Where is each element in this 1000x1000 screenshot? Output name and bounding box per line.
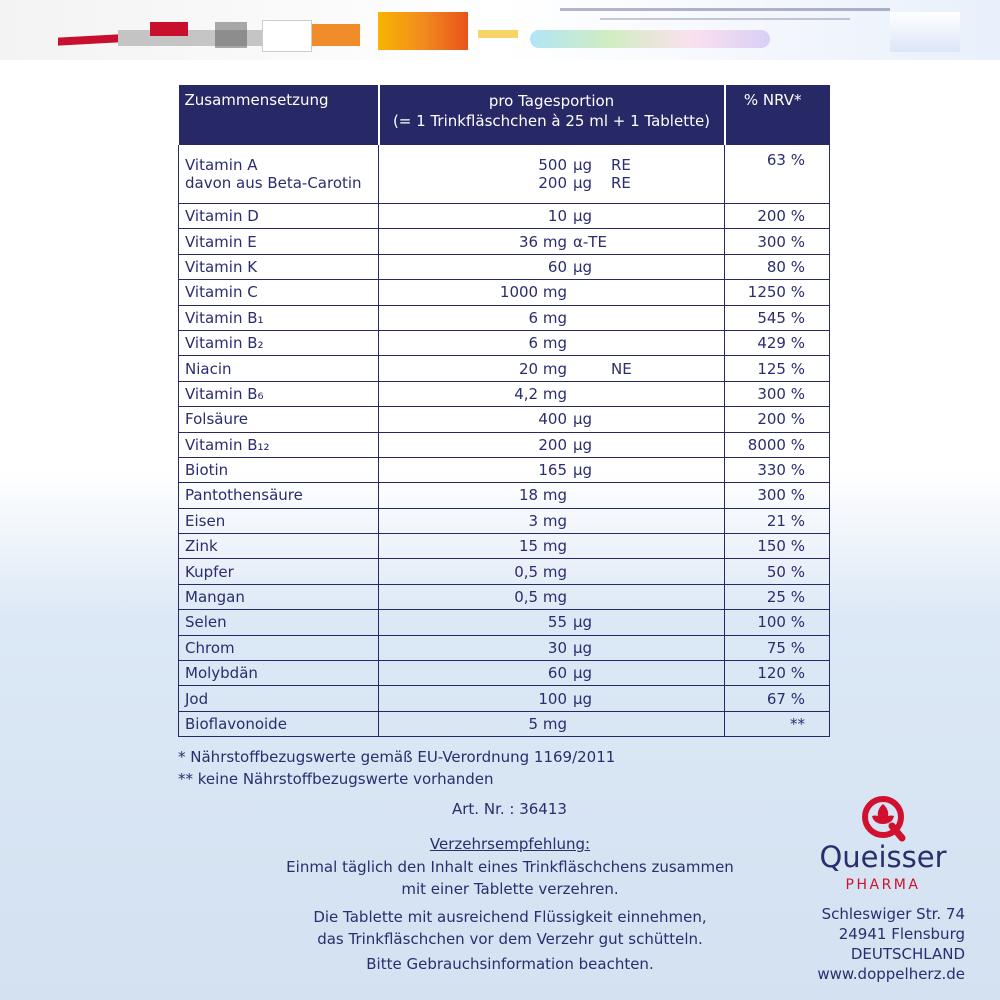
article-number: Art. Nr. : 36413	[452, 800, 567, 818]
nutrient-name: Biotin	[179, 457, 379, 482]
flap-graphic	[262, 20, 312, 52]
nutrient-amount	[379, 356, 725, 381]
table-row	[179, 204, 830, 229]
flap-graphic	[890, 12, 960, 52]
table-row	[179, 356, 830, 381]
table-row	[179, 559, 830, 584]
nutrient-nrv: 125 %	[725, 356, 830, 381]
nutrient-nrv: 80 %	[725, 254, 830, 279]
package-top-flap	[0, 0, 1000, 60]
amount-value: 30	[547, 638, 567, 657]
flap-graphic	[150, 22, 188, 36]
header-per-day-line2: (= 1 Trinkfläschchen à 25 ml + 1 Tablette)	[392, 112, 711, 130]
nutrient-name: Kupfer	[179, 559, 379, 584]
header-per-day	[379, 85, 725, 145]
nutrient-amount	[379, 534, 725, 559]
nutrient-nrv: 1250 %	[725, 280, 830, 305]
nutrient-name: Chrom	[179, 635, 379, 660]
table-row	[179, 635, 830, 660]
footnote-nrv: * Nährstoffbezugswerte gemäß EU-Verordnung 1169/2011	[178, 748, 616, 766]
nutrient-name: Vitamin D	[179, 204, 379, 229]
nutrient-amount	[379, 610, 725, 635]
amount-value: 10	[547, 207, 567, 226]
amount-unit: µg	[573, 689, 593, 708]
nutrient-nrv: 75 %	[725, 635, 830, 660]
amount-value: 5 mg	[528, 715, 567, 733]
nutrient-nrv: 120 %	[725, 661, 830, 686]
nutrient-amount	[379, 145, 725, 204]
brand-name: Queisser	[819, 840, 947, 874]
nutrient-nrv: 21 %	[725, 508, 830, 533]
nutrient-amount	[379, 508, 725, 533]
nutrient-nrv: 300 %	[725, 381, 830, 406]
table-row	[179, 407, 830, 432]
brand-subtitle: PHARMA	[845, 877, 921, 893]
nutrient-name: Vitamin C	[179, 280, 379, 305]
nutrient-nrv: **	[725, 711, 830, 736]
flap-graphic	[600, 18, 850, 20]
amount-value: 165	[538, 461, 567, 480]
amount-value: 0,5 mg	[514, 588, 567, 607]
recommendation-line: Die Tablette mit ausreichend Flüssigkeit einnehmen,	[313, 908, 707, 926]
nutrient-name: Molybdän	[179, 661, 379, 686]
amount-value: 60	[547, 257, 567, 276]
amount-value: 36 mg	[519, 232, 567, 251]
nutrient-amount	[379, 584, 725, 609]
nutrient-name: Pantothensäure	[179, 483, 379, 508]
amount-unit: µg	[573, 638, 593, 657]
flap-graphic	[58, 34, 118, 45]
table-row	[179, 330, 830, 355]
nutrient-amount	[379, 254, 725, 279]
nutrient-nrv: 330 %	[725, 457, 830, 482]
nutrient-amount	[379, 686, 725, 711]
recommendation-heading: Verzehrsempfehlung:	[429, 835, 591, 853]
nutrient-name: Zink	[179, 534, 379, 559]
nutrient-name: Niacin	[179, 356, 379, 381]
flap-graphic	[378, 12, 468, 50]
nutrient-amount	[379, 407, 725, 432]
nutrient-name-line: Vitamin A	[185, 156, 258, 174]
amount-value: 55	[547, 613, 567, 632]
header-composition: Zusammensetzung	[179, 85, 379, 145]
nutrient-name: Bioflavonoide	[179, 711, 379, 736]
website-link[interactable]: www.doppelherz.de	[817, 965, 965, 983]
nutrient-name: Vitamin B₂	[179, 330, 379, 355]
header-per-day-line1: pro Tagesportion	[488, 92, 615, 110]
nutrient-nrv: 429 %	[725, 330, 830, 355]
nutrient-amount	[379, 432, 725, 457]
address-street: Schleswiger Str. 74	[821, 905, 965, 923]
nutrient-amount	[379, 483, 725, 508]
table-row	[179, 432, 830, 457]
nutrient-name: Selen	[179, 610, 379, 635]
table-row	[179, 711, 830, 736]
nutrient-nrv: 200 %	[725, 407, 830, 432]
queisser-q-leaf-icon	[858, 792, 908, 842]
nutrient-nrv: 300 %	[725, 229, 830, 254]
amount-unit: µg	[573, 156, 593, 174]
nutrient-name: Vitamin B₆	[179, 381, 379, 406]
amount-value: 400	[538, 410, 567, 429]
amount-unit: µg	[573, 174, 593, 192]
nutrient-name-line: davon aus Beta-Carotin	[185, 174, 362, 192]
table-row	[179, 508, 830, 533]
nutrition-table	[178, 85, 830, 737]
header-nrv: % NRV*	[725, 85, 830, 145]
amount-unit: µg	[573, 207, 593, 226]
table-row	[179, 483, 830, 508]
nutrient-name	[179, 145, 379, 204]
table-row	[179, 254, 830, 279]
nutrient-amount	[379, 711, 725, 736]
amount-value: 0,5 mg	[514, 562, 567, 581]
table-row	[179, 280, 830, 305]
nutrient-amount	[379, 204, 725, 229]
recommendation-line: mit einer Tablette verzehren.	[401, 880, 619, 898]
nutrient-nrv: 63 %	[725, 145, 830, 204]
amount-value: 20 mg	[519, 359, 567, 378]
table-row	[179, 584, 830, 609]
amount-value: 18 mg	[519, 486, 567, 505]
nutrient-name: Mangan	[179, 584, 379, 609]
amount-unit: µg	[573, 461, 593, 480]
table-row	[179, 381, 830, 406]
recommendation-line: Einmal täglich den Inhalt eines Trinkfläschchens zusammen	[286, 858, 734, 876]
table-row	[179, 305, 830, 330]
nutrient-amount	[379, 635, 725, 660]
nutrient-amount	[379, 661, 725, 686]
nutrient-amount	[379, 305, 725, 330]
nutrient-nrv: 150 %	[725, 534, 830, 559]
amount-note: NE	[611, 359, 632, 378]
nutrient-nrv: 545 %	[725, 305, 830, 330]
amount-value: 6 mg	[528, 308, 567, 327]
nutrient-nrv: 25 %	[725, 584, 830, 609]
address-country: DEUTSCHLAND	[850, 945, 965, 963]
nutrient-name: Vitamin B₁₂	[179, 432, 379, 457]
address-city: 24941 Flensburg	[838, 925, 965, 943]
table-row	[179, 229, 830, 254]
amount-unit: µg	[573, 435, 593, 454]
amount-value: 500	[538, 156, 567, 174]
footnote-no-nrv: ** keine Nährstoffbezugswerte vorhanden	[178, 770, 494, 788]
nutrient-name: Vitamin K	[179, 254, 379, 279]
amount-value: 6 mg	[528, 334, 567, 353]
nutrient-amount	[379, 457, 725, 482]
nutrient-nrv: 200 %	[725, 204, 830, 229]
amount-note: RE	[611, 156, 631, 174]
nutrient-amount	[379, 381, 725, 406]
nutrient-amount	[379, 229, 725, 254]
table-body	[179, 145, 830, 737]
nutrient-amount	[379, 559, 725, 584]
amount-unit: µg	[573, 613, 593, 632]
nutrient-amount	[379, 280, 725, 305]
nutrient-name: Vitamin E	[179, 229, 379, 254]
nutrient-nrv: 50 %	[725, 559, 830, 584]
table-header-row	[179, 85, 830, 145]
amount-note: RE	[611, 174, 631, 192]
table-row	[179, 610, 830, 635]
amount-value: 60	[547, 664, 567, 683]
flap-graphic	[530, 30, 770, 48]
amount-unit: µg	[573, 410, 593, 429]
nutrient-amount	[379, 330, 725, 355]
amount-value: 15 mg	[519, 537, 567, 556]
flap-graphic	[215, 22, 247, 48]
amount-unit: α-TE	[573, 232, 607, 251]
table-row	[179, 661, 830, 686]
amount-value: 100	[538, 689, 567, 708]
table-row	[179, 145, 830, 204]
nutrient-nrv: 67 %	[725, 686, 830, 711]
table-row	[179, 686, 830, 711]
nutrient-nrv: 300 %	[725, 483, 830, 508]
amount-value: 200	[538, 174, 567, 192]
nutrient-nrv: 100 %	[725, 610, 830, 635]
amount-unit: µg	[573, 257, 593, 276]
nutrient-name: Eisen	[179, 508, 379, 533]
amount-value: 1000 mg	[499, 283, 567, 302]
flap-graphic	[478, 30, 518, 38]
amount-value: 3 mg	[528, 511, 567, 530]
amount-value: 4,2 mg	[514, 384, 567, 403]
table-row	[179, 457, 830, 482]
nutrient-name: Vitamin B₁	[179, 305, 379, 330]
nutrient-name: Jod	[179, 686, 379, 711]
amount-value: 200	[538, 435, 567, 454]
recommendation-line: Bitte Gebrauchsinformation beachten.	[366, 955, 654, 973]
recommendation-line: das Trinkfläschchen vor dem Verzehr gut schütteln.	[317, 930, 703, 948]
flap-graphic	[312, 24, 360, 46]
flap-graphic	[560, 8, 890, 11]
nutrient-name: Folsäure	[179, 407, 379, 432]
nutrient-nrv: 8000 %	[725, 432, 830, 457]
table-row	[179, 534, 830, 559]
amount-unit: µg	[573, 664, 593, 683]
